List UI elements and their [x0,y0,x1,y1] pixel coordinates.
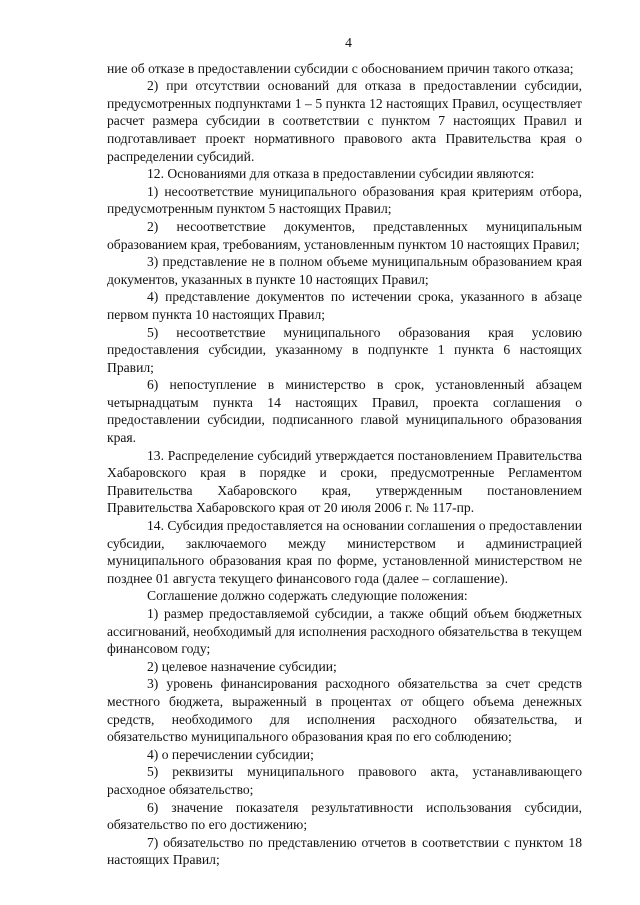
paragraph: 2) целевое назначение субсидии; [147,658,337,674]
paragraph: 6) непоступление в министерство в срок, установленный абзацем четырнадцатым пункта 14 настоящих Правил, проекта соглашения о предоставлении субсидии, подписанного главой муниципального образования края. [107,377,582,446]
paragraph: 12. Основаниями для отказа в предоставлении субсидии являются: [147,166,535,182]
paragraph: 1) несоответствие муниципального образования края критериям отбора, предусмотренным пунктом 5 настоящих Правил; [107,183,582,217]
paragraph: 13. Распределение субсидий утверждается постановлением Правительства Хабаровского края в порядке и сроки, предусмотренные Регламентом Правительства Хабаровского края, утвержденным постановлением Правительства Хабаровского края от 20 июля 2006 г. № 117-пр. [107,447,582,516]
paragraph: 2) несоответствие документов, представленных муниципальным образованием края, требованиям, установленным пунктом 10 настоящих Правил; [107,218,582,252]
paragraph: 4) о перечислении субсидии; [147,746,314,762]
paragraph: 1) размер предоставляемой субсидии, а также общий объем бюджетных ассигнований, необходимый для исполнения расходного обязательства в текущем финансовом году; [107,606,582,657]
paragraph: 7) обязательство по представлению отчетов в соответствии с пунктом 18 настоящих Правил; [107,834,582,868]
paragraph: ние об отказе в предоставлении субсидии с обоснованием причин такого отказа; [107,60,574,76]
page-number: 4 [345,35,352,50]
paragraph: 2) при отсутствии оснований для отказа в предоставлении субсидии, предусмотренных подпунктами 1 – 5 пункта 12 настоящих Правил, осуществляет расчет размера субсидии в соответствии с пунктом 7 настоящих Правил и подготавливает проект нормативного правового акта Правительства края о распределении субсидий. [107,78,582,164]
paragraph: 3) представление не в полном объеме муниципальным образованием края документов, указанных в пункте 10 настоящих Правил; [107,254,582,287]
paragraph: 6) значение показателя результативности использования субсидии, обязательство по его достижению; [107,799,582,833]
paragraph: 5) несоответствие муниципального образования края условию предоставления субсидии, указанному в подпункте 1 пункта 6 настоящих Правил; [107,324,582,375]
paragraph: Соглашение должно содержать следующие положения: [147,588,468,604]
paragraph: 3) уровень финансирования расходного обязательства за счет средств местного бюджета, выраженный в процентах от общего объема денежных средств, необходимого для исполнения расходного обязательства, и обязательство муниципального образования края по его соблюдению; [107,676,582,745]
paragraph: 14. Субсидия предоставляется на основании соглашения о предоставлении субсидии, заключаемого между министерством и администрацией муниципального образования края по форме, установленной министерством не позднее 01 августа текущего финансового года (далее – соглашение). [107,518,582,586]
paragraph: 5) реквизиты муниципального правового акта, устанавливающего расходное обязательство; [107,764,582,797]
paragraph: 4) представление документов по истечении срока, указанного в абзаце первом пункта 10 настоящих Правил; [107,289,582,322]
document-body [107,60,582,869]
